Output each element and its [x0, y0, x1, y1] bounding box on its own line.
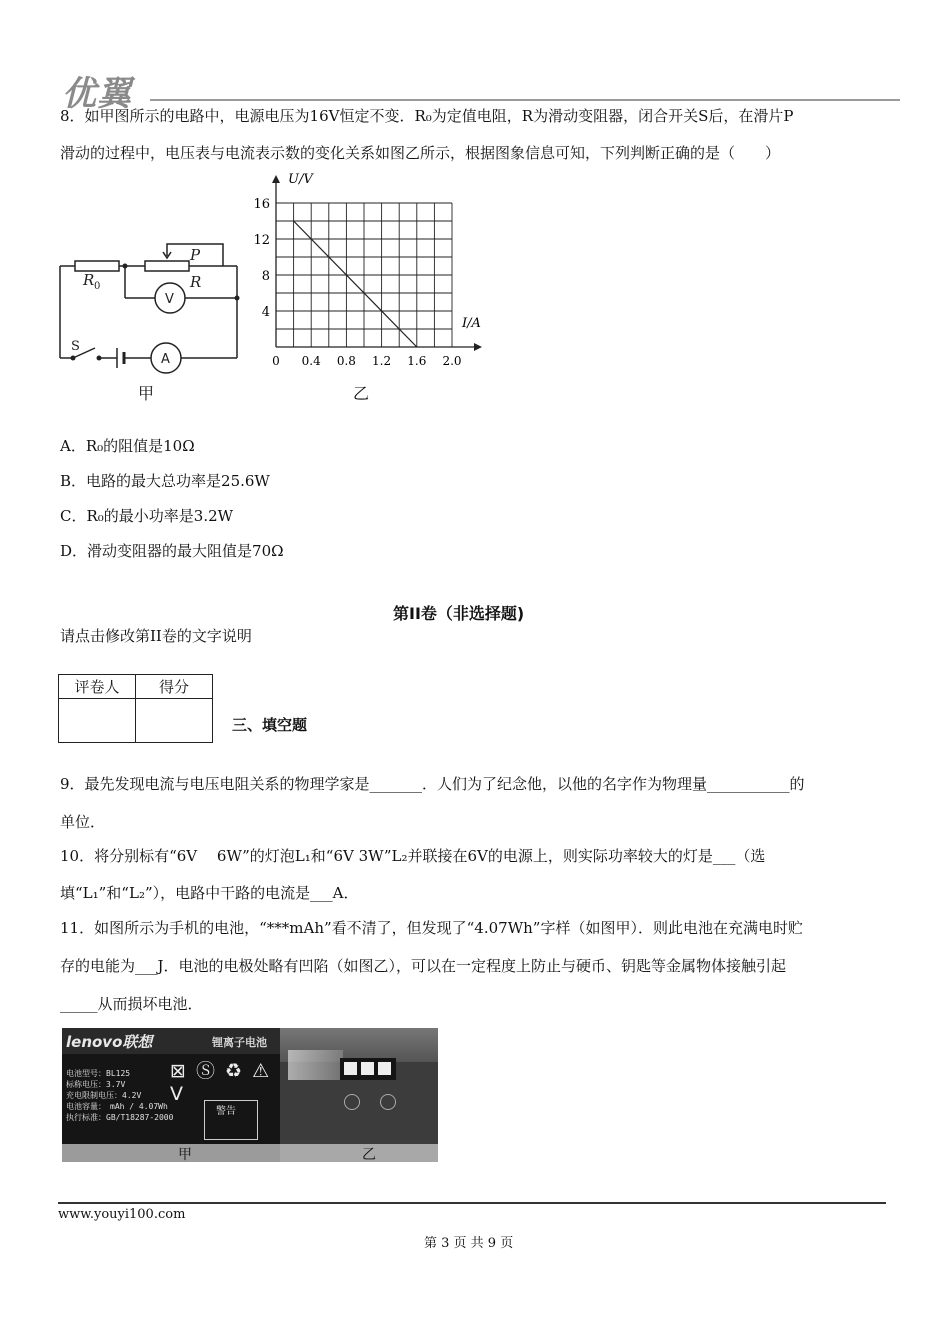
q8-option-b: B．电路的最大总功率是25.6W [60, 472, 270, 490]
score-table-header-grader: 评卷人 [59, 675, 136, 699]
label-p: P [190, 246, 201, 264]
y-tick-label: 8 [261, 269, 270, 284]
q8-option-c: C．R₀的最小功率是3.2W [60, 507, 234, 525]
label-r0: R [83, 271, 95, 289]
x-tick-label: 1.2 [372, 354, 392, 368]
x-tick-label: 1.6 [407, 354, 427, 368]
label-r0-sub: 0 [94, 281, 101, 292]
spec-row: 标称电压：3.7V [66, 1080, 126, 1089]
q10-line1: 10．将分别标有“6V 6W”的灯泡L₁和“6V 3W”L₂并联接在6V的电源上，则实际功率较大的灯是___（选 [60, 847, 766, 865]
circuit-diagram [55, 240, 255, 405]
x-axis-label: I/A [462, 316, 481, 331]
series-line [294, 221, 417, 347]
label-v: V [165, 292, 174, 307]
score-table-header-score: 得分 [136, 675, 213, 699]
q9-line2: 单位． [60, 813, 106, 831]
battery-label-photo [62, 1028, 280, 1162]
brand-logo: 优翼 [62, 74, 132, 114]
grader-cell[interactable] [59, 699, 136, 743]
q8-option-d: D．滑动变阻器的最大阻值是70Ω [60, 542, 284, 560]
battery-type-text: 锂离子电池 [212, 1036, 267, 1049]
header-divider [150, 99, 900, 101]
footer-url: www.youyi100.com [58, 1207, 186, 1222]
spec-row: 执行标准：GB/T18287-2000 [66, 1113, 174, 1122]
label-r: R [190, 273, 202, 291]
warning-text: 警告 [216, 1106, 236, 1117]
q8-stem-line1: 8．如甲图所示的电路中，电源电压为16V恒定不变．R₀为定值电阻，R为滑动变阻器，闭合开关S后，在滑片P [60, 107, 794, 125]
ui-graph [250, 172, 490, 402]
battery-terminal-photo [280, 1028, 438, 1162]
x-tick-label: 0.8 [336, 354, 356, 368]
score-table [58, 674, 213, 743]
q11-line3: _____从而损坏电池． [60, 995, 203, 1013]
circuit-caption: 甲 [138, 384, 155, 403]
spec-row: 电池容量： mAh / 4.07Wh [66, 1102, 168, 1111]
certification-icons: ⊠ Ⓢ ♻ ⚠ V [170, 1060, 272, 1105]
y-tick-label: 12 [253, 233, 270, 248]
x-tick-label: 0 [272, 354, 280, 368]
graph-caption: 乙 [353, 384, 370, 403]
section-heading: 三、填空题 [232, 716, 308, 734]
label-s: S [71, 339, 80, 354]
y-axis-arrow [272, 175, 280, 183]
photo-a-caption: 甲 [178, 1147, 192, 1162]
spec-row: 电池型号：BL125 [66, 1069, 131, 1078]
x-tick-label: 0.4 [301, 354, 321, 368]
q8-stem-line2: 滑动的过程中，电压表与电流表示数的变化关系如图乙所示，根据图象信息可知，下列判断正确的是（ ） [60, 144, 781, 162]
part2-instruction: 请点击修改第II卷的文字说明 [60, 627, 252, 645]
photo-b-caption: 乙 [362, 1147, 376, 1162]
x-tick-label: 2.0 [442, 354, 462, 368]
part2-title: 第II卷（非选择题) [393, 604, 525, 623]
brand-text: lenovo联想 [66, 1033, 153, 1051]
y-axis-label: U/V [288, 172, 313, 187]
footer-divider [58, 1202, 886, 1204]
rheostat-r [145, 261, 189, 271]
page-number: 第 3 页 共 9 页 [424, 1236, 514, 1251]
x-axis-arrow [474, 343, 482, 351]
score-cell[interactable] [136, 699, 213, 743]
q11-line2: 存的电能为___J．电池的电极处略有凹陷（如图乙），可以在一定程度上防止与硬币、钥匙等金属物体接触引起 [60, 957, 787, 975]
q10-line2: 填“L₁”和“L₂”），电路中干路的电流是___A． [60, 884, 359, 902]
q11-line1: 11．如图所示为手机的电池，“***mAh”看不清了，但发现了“4.07Wh”字样（如图甲）．则此电池在充满电时贮 [60, 919, 803, 937]
q9-line1: 9．最先发现电流与电压电阻关系的物理学家是_______．人们为了纪念他，以他的名字作为物理量___________的 [60, 775, 805, 793]
y-tick-label: 16 [253, 197, 270, 212]
label-a: A [161, 352, 170, 367]
q8-option-a: A．R₀的阻值是10Ω [60, 437, 195, 455]
spec-rows [66, 1068, 173, 1123]
y-tick-label: 4 [261, 305, 270, 320]
resistor-r0 [75, 261, 119, 271]
spec-row: 充电限制电压：4.2V [66, 1091, 142, 1100]
